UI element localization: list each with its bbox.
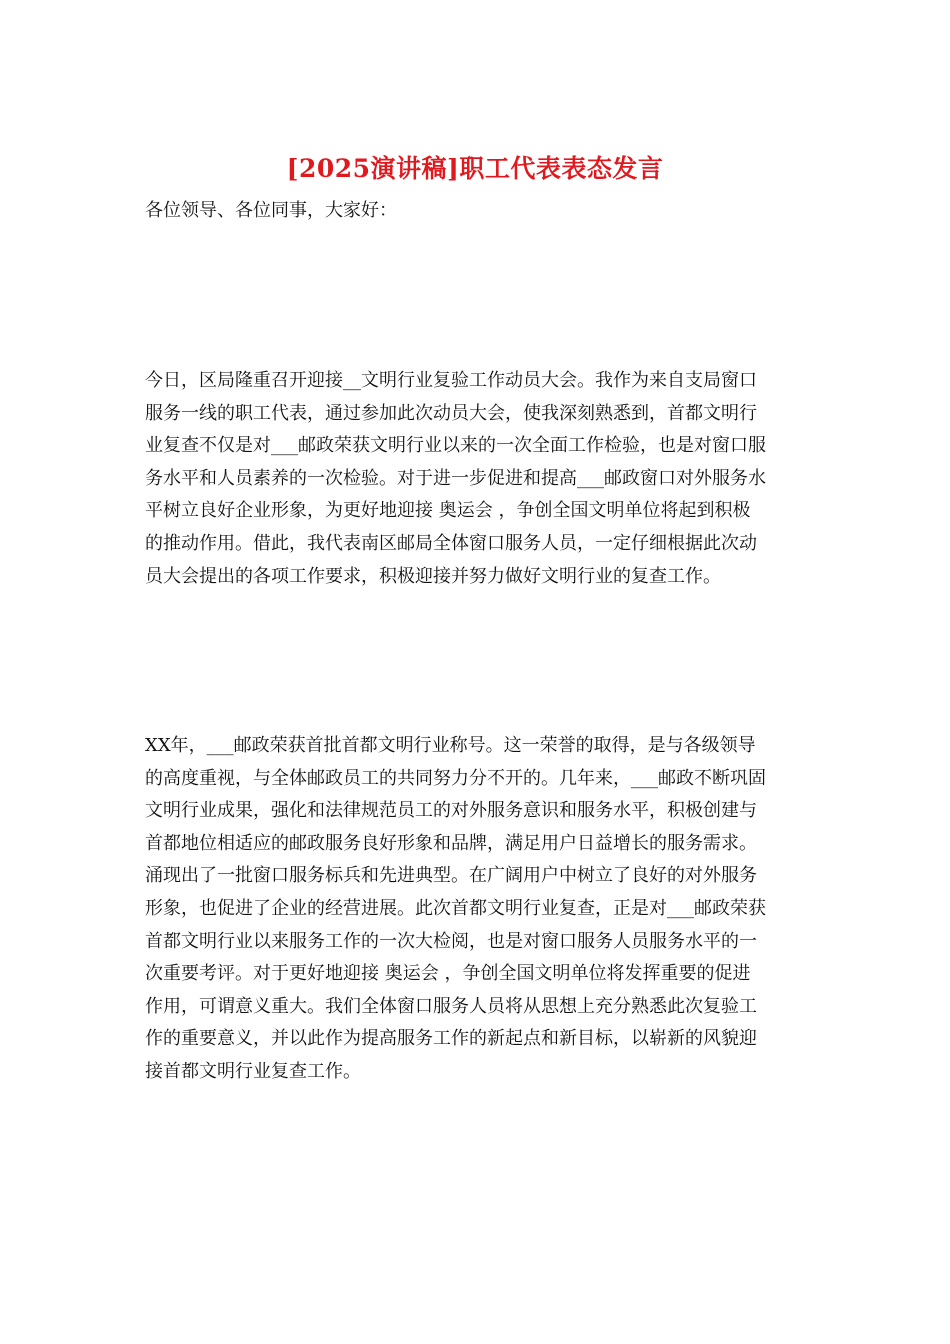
paragraph-line: 次重要考评。对于更好地迎接 奥运会 ，争创全国文明单位将发挥重要的促进 [145,963,751,985]
paragraph-line: 涌现出了一批窗口服务标兵和先进典型。在广阔用户中树立了良好的对外服务 [145,865,757,887]
paragraph-line: 业复查不仅是对___邮政荣获文明行业以来的一次全面工作检验，也是对窗口服 [145,435,766,457]
paragraph-line: 首都地位相适应的邮政服务良好形象和品牌，满足用户日益增长的服务需求。 [145,832,757,854]
greeting-line: 各位领导、各位同事，大家好： [145,200,397,221]
paragraph-line: 平树立良好企业形象，为更好地迎接 奥运会 ，争创全国文明单位将起到积极 [145,500,751,522]
paragraph-1 [145,365,815,593]
paragraph-2 [145,730,815,1089]
paragraph-line: 服务一线的职工代表，通过参加此次动员大会，使我深刻熟悉到，首都文明行 [145,402,757,424]
paragraph-line: 首都文明行业以来服务工作的一次大检阅，也是对窗口服务人员服务水平的一 [145,930,757,952]
paragraph-line: 务水平和人员素养的一次检验。对于进一步促进和提高___邮政窗口对外服务水 [145,467,766,489]
paragraph-line: 文明行业成果，强化和法律规范员工的对外服务意识和服务水平，积极创建与 [145,800,757,822]
paragraph-line: 的推动作用。借此，我代表南区邮局全体窗口服务人员，一定仔细根据此次动 [145,532,757,554]
paragraph-line: 形象，也促进了企业的经营进展。此次首都文明行业复查，正是对___邮政荣获 [145,897,766,919]
paragraph-line: 作用，可谓意义重大。我们全体窗口服务人员将从思想上充分熟悉此次复验工 [145,995,757,1017]
paragraph-line: 员大会提出的各项工作要求，积极迎接并努力做好文明行业的复查工作。 [145,565,721,587]
paragraph-line: 今日，区局隆重召开迎接__文明行业复验工作动员大会。我作为来自支局窗口 [145,370,757,391]
paragraph-line: XX年，___邮政荣获首批首都文明行业称号。这一荣誉的取得，是与各级领导 [145,735,756,756]
paragraph-line: 作的重要意义，并以此作为提高服务工作的新起点和新目标，以崭新的风貌迎 [145,1028,757,1050]
paragraph-line: 接首都文明行业复查工作。 [145,1060,361,1082]
paragraph-line: 的高度重视，与全体邮政员工的共同努力分不开的。几年来，___邮政不断巩固 [145,767,766,789]
document-title: [2025演讲稿]职工代表表态发言 [286,154,664,183]
